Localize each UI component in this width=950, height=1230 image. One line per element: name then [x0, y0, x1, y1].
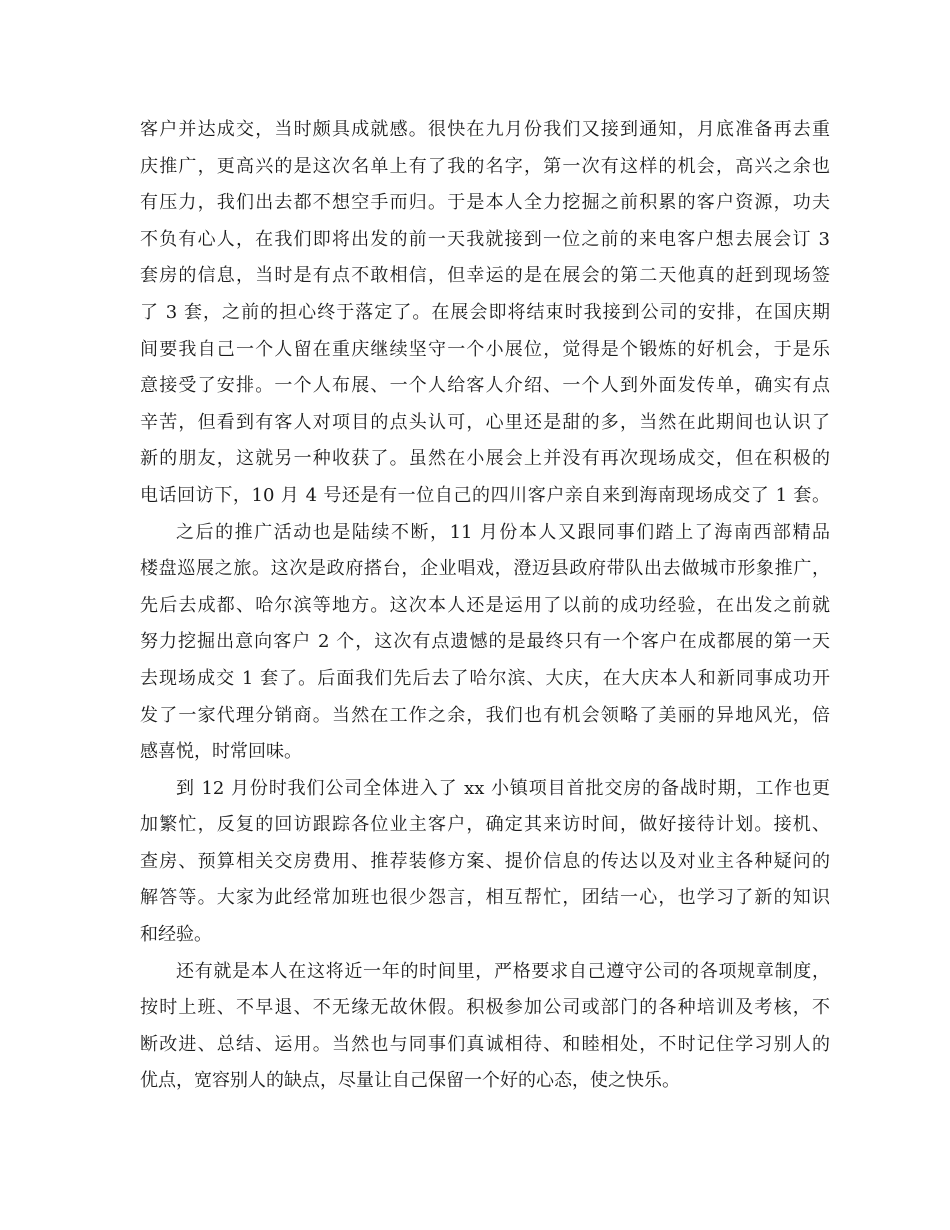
text-line: 有压力，我们出去都不想空手而归。于是本人全力挖掘之前积累的客户资源，功夫 — [140, 192, 830, 214]
text-line: 还有就是本人在这将近一年的时间里，严格要求自己遵守公司的各项规章制度， — [176, 960, 830, 982]
text-line: 发了一家代理分销商。当然在工作之余，我们也有机会领略了美丽的异地风光，倍 — [140, 704, 830, 726]
text-line: 断改进、总结、运用。当然也与同事们真诚相待、和睦相处，不时记住学习别人的 — [140, 1033, 830, 1055]
text-line: 新的朋友，这就另一种收获了。虽然在小展会上并没有再次现场成交，但在积极的 — [140, 448, 830, 470]
text-line: 去现场成交 1 套了。后面我们先后去了哈尔滨、大庆，在大庆本人和新同事成功开 — [140, 667, 830, 689]
text-line: 加繁忙，反复的回访跟踪各位业主客户，确定其来访时间，做好接待计划。接机、 — [140, 814, 830, 836]
text-line: 和经验。 — [140, 924, 212, 946]
text-line: 努力挖掘出意向客户 2 个，这次有点遗憾的是最终只有一个客户在成都展的第一天 — [140, 631, 830, 653]
paragraph-1 — [140, 112, 830, 515]
paragraph-4 — [140, 954, 830, 1100]
text-line: 按时上班、不早退、不无缘无故休假。积极参加公司或部门的各种培训及考核，不 — [140, 997, 830, 1019]
text-line: 之后的推广活动也是陆续不断，11 月份本人又跟同事们踏上了海南西部精品 — [176, 521, 830, 543]
text-line: 了 3 套，之前的担心终于落定了。在展会即将结束时我接到公司的安排，在国庆期 — [140, 301, 830, 323]
text-line: 间要我自己一个人留在重庆继续坚守一个小展位，觉得是个锻炼的好机会，于是乐 — [140, 338, 830, 360]
paragraph-3 — [140, 771, 830, 954]
text-line: 楼盘巡展之旅。这次是政府搭台，企业唱戏，澄迈县政府带队出去做城市形象推广， — [140, 558, 830, 580]
text-line: 优点，宽容别人的缺点，尽量让自己保留一个好的心态，使之快乐。 — [140, 1070, 680, 1092]
text-line: 先后去成都、哈尔滨等地方。这次本人还是运用了以前的成功经验，在出发之前就 — [140, 594, 830, 616]
text-line: 查房、预算相关交房费用、推荐装修方案、提价信息的传达以及对业主各种疑问的 — [140, 850, 830, 872]
text-line: 意接受了安排。一个人布展、一个人给客人介绍、一个人到外面发传单，确实有点 — [140, 375, 830, 397]
text-line: 到 12 月份时我们公司全体进入了 xx 小镇项目首批交房的备战时期，工作也更 — [176, 777, 830, 799]
text-line: 客户并达成交，当时颇具成就感。很快在九月份我们又接到通知，月底准备再去重 — [140, 119, 830, 140]
text-line: 解答等。大家为此经常加班也很少怨言，相互帮忙，团结一心，也学习了新的知识 — [140, 887, 830, 909]
text-line: 不负有心人，在我们即将出发的前一天我就接到一位之前的来电客户想去展会订 3 — [140, 228, 830, 250]
paragraph-2 — [140, 515, 830, 771]
text-line: 电话回访下，10 月 4 号还是有一位自己的四川客户亲自来到海南现场成交了 1 套。 — [140, 484, 830, 506]
document-body — [140, 112, 830, 1100]
text-line: 感喜悦，时常回味。 — [140, 741, 302, 763]
text-line: 庆推广，更高兴的是这次名单上有了我的名字，第一次有这样的机会，高兴之余也 — [140, 155, 830, 177]
text-line: 辛苦，但看到有客人对项目的点头认可，心里还是甜的多，当然在此期间也认识了 — [140, 411, 830, 433]
text-line: 套房的信息，当时是有点不敢相信，但幸运的是在展会的第二天他真的赶到现场签 — [140, 265, 830, 287]
